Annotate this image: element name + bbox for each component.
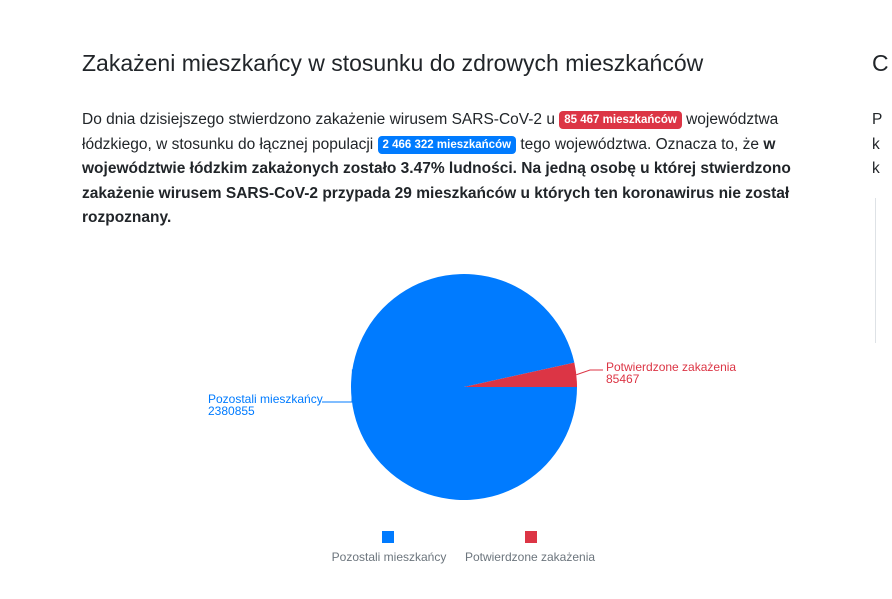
page-title: Zakażeni mieszkańcy w stosunku do zdrowych mieszkańców [82, 50, 704, 76]
infected-badge: 85 467 mieszkańców [559, 111, 682, 129]
legend-swatch-1[interactable] [525, 531, 537, 543]
data-label-name-1: Potwierdzone zakażenia [606, 360, 737, 374]
legend-label-0[interactable]: Pozostali mieszkańcy [331, 550, 447, 564]
summary-text-1: Do dnia dzisiejszego stwierdzono zakażenie wirusem SARS-CoV-2 u [82, 111, 560, 128]
leader-line-1 [576, 370, 603, 375]
side-title: C [872, 50, 889, 76]
summary-bold-text: w województwie łódzkim zakażonych zostało 3.47% ludności. Na jedną osobę u której stwierdzono zakażenie wirusem SARS-CoV-2 przypada 29 mieszkańców u których ten koronawirus nie został rozpoznany. [82, 135, 791, 226]
legend-label-1[interactable]: Potwierdzone zakażenia [464, 550, 596, 564]
data-label-name-0: Pozostali mieszkańcy [208, 392, 323, 406]
data-label-value-0: 2380855 [208, 404, 255, 418]
summary-text-3: tego województwa. Oznacza to, że [516, 135, 764, 153]
population-badge: 2 466 322 mieszkańców [378, 136, 517, 154]
data-label-value-1: 85467 [606, 372, 640, 386]
side-paragraph: P k k [872, 111, 883, 177]
legend-swatch-0[interactable] [382, 531, 394, 543]
leader-line-0 [322, 369, 352, 402]
summary-text-2: województwa łódzkiego, w stosunku do łącznej populacji [82, 111, 779, 153]
